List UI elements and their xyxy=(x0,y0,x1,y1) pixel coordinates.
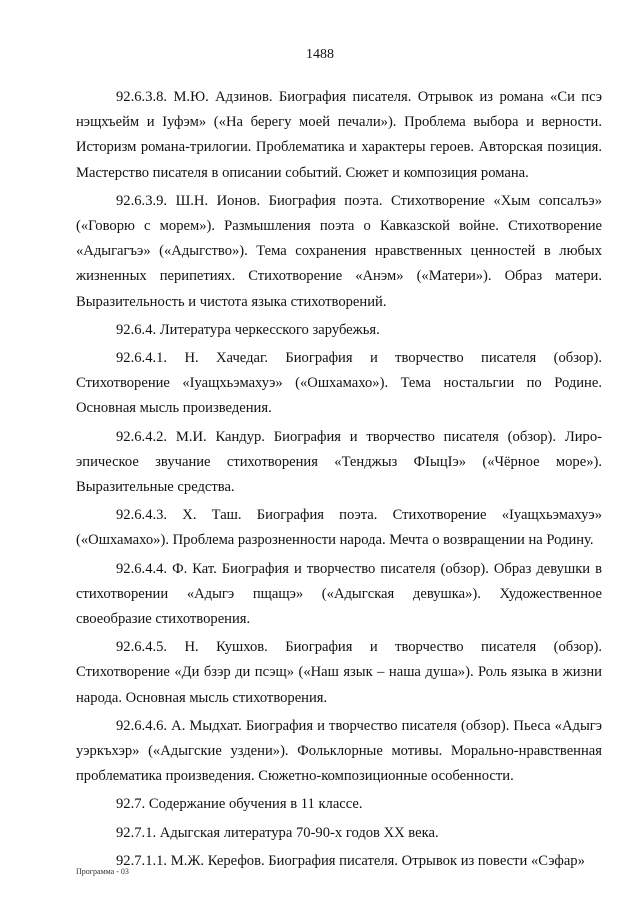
paragraph-92-6-4: 92.6.4. Литература черкесского зарубежья. xyxy=(116,321,380,338)
body-text xyxy=(76,85,602,877)
paragraph-92-6-4-2: 92.6.4.2. М.И. Кандур. Биография и творчество писателя (обзор). Лиро-эпическое звучание стихотворения «Тенджыз ФІыцІэ» («Чёрное море»). Выразительные средства. xyxy=(76,428,602,496)
footer-label: Программа - 03 xyxy=(76,867,129,876)
paragraph-92-6-4-3: 92.6.4.3. Х. Таш. Биография поэта. Стихотворение «Іуащхьэмахуэ» («Ошхамахо»). Проблема разрозненности народа. Мечта о возвращении на Родину. xyxy=(76,507,602,549)
paragraph-92-6-4-6: 92.6.4.6. А. Мыдхат. Биография и творчество писателя (обзор). Пьеса «Адыгэ уэркъхэр» («Адыгские уздени»). Фольклорные мотивы. Морально-нравственная проблематика произведения. Сюжетно-композиционные особенности. xyxy=(76,717,602,785)
paragraph-92-6-4-1: 92.6.4.1. Н. Хачедаг. Биография и творчество писателя (обзор). Стихотворение «Іуащхьэмахуэ» («Ошхамахо»). Тема ностальгии по Родине. Основная мысль произведения. xyxy=(76,350,602,417)
page-number: 1488 xyxy=(306,47,334,62)
paragraph-92-7-1-1: 92.7.1.1. М.Ж. Керефов. Биография писателя. Отрывок из повести «Сэфар» xyxy=(116,852,585,869)
paragraph-92-7: 92.7. Содержание обучения в 11 классе. xyxy=(116,796,363,813)
paragraph-92-6-3-9: 92.6.3.9. Ш.Н. Ионов. Биография поэта. Стихотворение «Хым сопсалъэ» («Говорю с морем»). Размышления поэта о Кавказской войне. Стихотворение «Адыгагъэ» («Адыгство»). Тема сохранения нравственных ценностей в любых жизненных перипетиях. Стихотворение «Анэм» («Матери»). Образ матери. Выразительность и чистота языка стихотворений. xyxy=(76,192,602,310)
paragraph-92-6-4-5: 92.6.4.5. Н. Кушхов. Биография и творчество писателя (обзор). Стихотворение «Ди бзэр ди псэщ» («Наш язык – наша душа»). Роль языка в жизни народа. Основная мысль стихотворения. xyxy=(76,639,602,706)
paragraph-92-6-4-4: 92.6.4.4. Ф. Кат. Биография и творчество писателя (обзор). Образ девушки в стихотворении «Адыгэ пщащэ» («Адыгская девушка»). Художественное своеобразие стихотворения. xyxy=(76,560,602,628)
paragraph-92-7-1: 92.7.1. Адыгская литература 70-90-х годов XX века. xyxy=(116,824,439,841)
paragraph-92-6-3-8: 92.6.3.8. М.Ю. Адзинов. Биография писателя. Отрывок из романа «Си псэ нэщхъейм и Іуфэм» («На берегу моей печали»). Проблема выбора и верности. Историзм романа-трилогии. Проблематика и характеры героев. Авторская позиция. Мастерство писателя в описании событий. Сюжет и композиция романа. xyxy=(76,89,602,181)
